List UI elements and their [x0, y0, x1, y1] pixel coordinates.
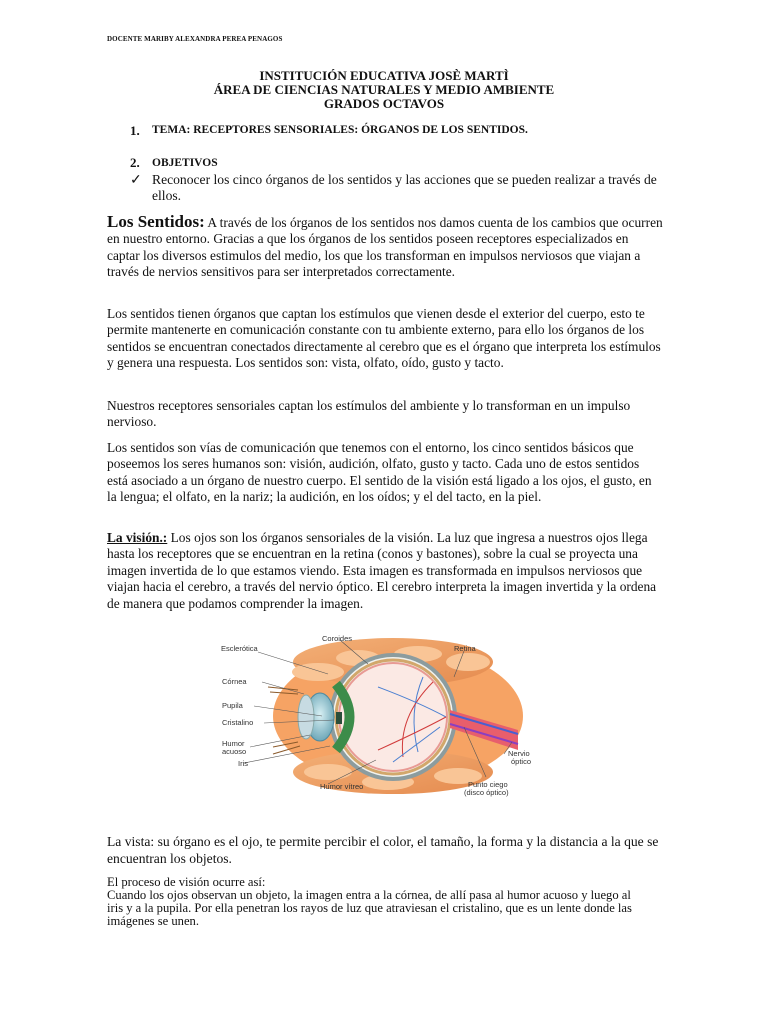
label-iris: Iris — [238, 759, 248, 768]
document-header: DOCENTE MARIBY ALEXANDRA PEREA PENAGOS — [107, 35, 283, 43]
vision-lead: La visión.: — [107, 530, 168, 545]
vision-paragraph — [107, 530, 663, 612]
item-1-number: 1. — [130, 123, 140, 138]
sentidos-text: A través de los órganos de los sentidos nos damos cuenta de los cambios que ocurren en nuestro entorno. Gracias a que los órganos de los sentidos poseen receptores especializados en captar los diversos estimulos del medio, los que los transforman en impulsos nerviosos que viajan a través de nervios sensitivos para ser interpretados correctamente. — [107, 215, 663, 280]
area-title: ÁREA DE CIENCIAS NATURALES Y MEDIO AMBIENTE — [213, 82, 555, 97]
topic-heading: TEMA: RECEPTORES SENSORIALES: ÓRGANOS DE LOS SENTIDOS. — [152, 124, 528, 136]
vista-paragraph: La vista: su órgano es el ojo, te permite percibir el color, el tamaño, la forma y la distancia a la que se encuentran los objetos. — [107, 834, 659, 866]
label-pupila: Pupila — [222, 701, 243, 710]
paragraph-3: Nuestros receptores sensoriales captan los estímulos del ambiente y lo transforman en un impulso nervioso. — [107, 398, 631, 430]
objective-text: Reconocer los cinco órganos de los sentidos y las acciones que se pueden realizar a través de ellos. — [152, 172, 657, 204]
sentidos-lead: Los Sentidos: — [107, 212, 205, 231]
paragraph-2: Los sentidos tienen órganos que captan los estímulos que vienen desde el exterior del cuerpo, esto te permite mantenerte en comunicación constante con tu ambiente externo, para ello los órganos de los sentidos se encuentran conectados directamente al cerebro que es el órgano que interpreta los estímulos y genera una respuesta. Los sentidos son: vista, olfato, oído, gusto y tacto. — [107, 306, 661, 371]
label-nervio-2: óptico — [511, 757, 532, 766]
paragraph-4: Los sentidos son vías de comunicación que tenemos con el entorno, los cinco sentidos básicos que poseemos los seres humanos son: visión, audición, olfato, gusto y tacto. Cada uno de estos sentidos está asociado a un órgano de nuestro cuerpo. El sentido de la visión está ligado a los ojos, el gusto, en la lengua; el olfato, en la nariz; la audición, en los oídos; y el del tacto, en la piel. — [107, 440, 652, 505]
proceso-title: El proceso de visión ocurre así: — [107, 875, 266, 889]
sentidos-paragraph — [107, 214, 663, 281]
vision-text: Los ojos son los órganos sensoriales de la visión. La luz que ingresa a nuestros ojos llega hasta los receptores que se encuentran en la retina (conos y bastones), sobre la cual se proyecta una imagen invertida de lo que estamos viendo. Esta imagen es transformada en impulsos nerviosos que viajan hacia el cerebro, a través del nervio óptico. El cerebro interpreta la imagen invertida y la ordena de manera que podamos comprender la imagen. — [107, 530, 657, 611]
label-coroides: Coroides — [322, 634, 353, 643]
eye-diagram — [218, 632, 548, 802]
label-humor-acuoso-1: Humor — [222, 739, 245, 748]
objectives-heading: OBJETIVOS — [152, 157, 218, 169]
label-punto-ciego-1: Punto ciego — [468, 780, 508, 789]
grade-title: GRADOS OCTAVOS — [323, 96, 445, 111]
label-humor-acuoso-2: acuoso — [222, 747, 247, 756]
label-cristalino: Cristalino — [222, 718, 254, 727]
label-punto-ciego-2: (disco óptico) — [464, 788, 509, 797]
eye-diagram-svg — [218, 632, 548, 802]
item-2-number: 2. — [130, 155, 140, 170]
label-retina: Retina — [454, 644, 476, 653]
label-esclerotica: Esclerótica — [221, 644, 258, 653]
checkmark-icon: ✓ — [130, 173, 142, 188]
label-humor-vitreo: Humor vítreo — [320, 782, 364, 791]
label-cornea: Córnea — [222, 677, 247, 686]
school-title: INSTITUCIÓN EDUCATIVA JOSÈ MARTÌ — [259, 68, 509, 83]
proceso-text: Cuando los ojos observan un objeto, la imagen entra a la córnea, de allí pasa al humor acuoso y luego al iris y a la pupila. Por ella penetran los rayos de luz que atraviesan el cristalino, que es un lente donde las imágenes se unen. — [107, 888, 632, 929]
label-nervio-1: Nervio — [508, 749, 530, 758]
